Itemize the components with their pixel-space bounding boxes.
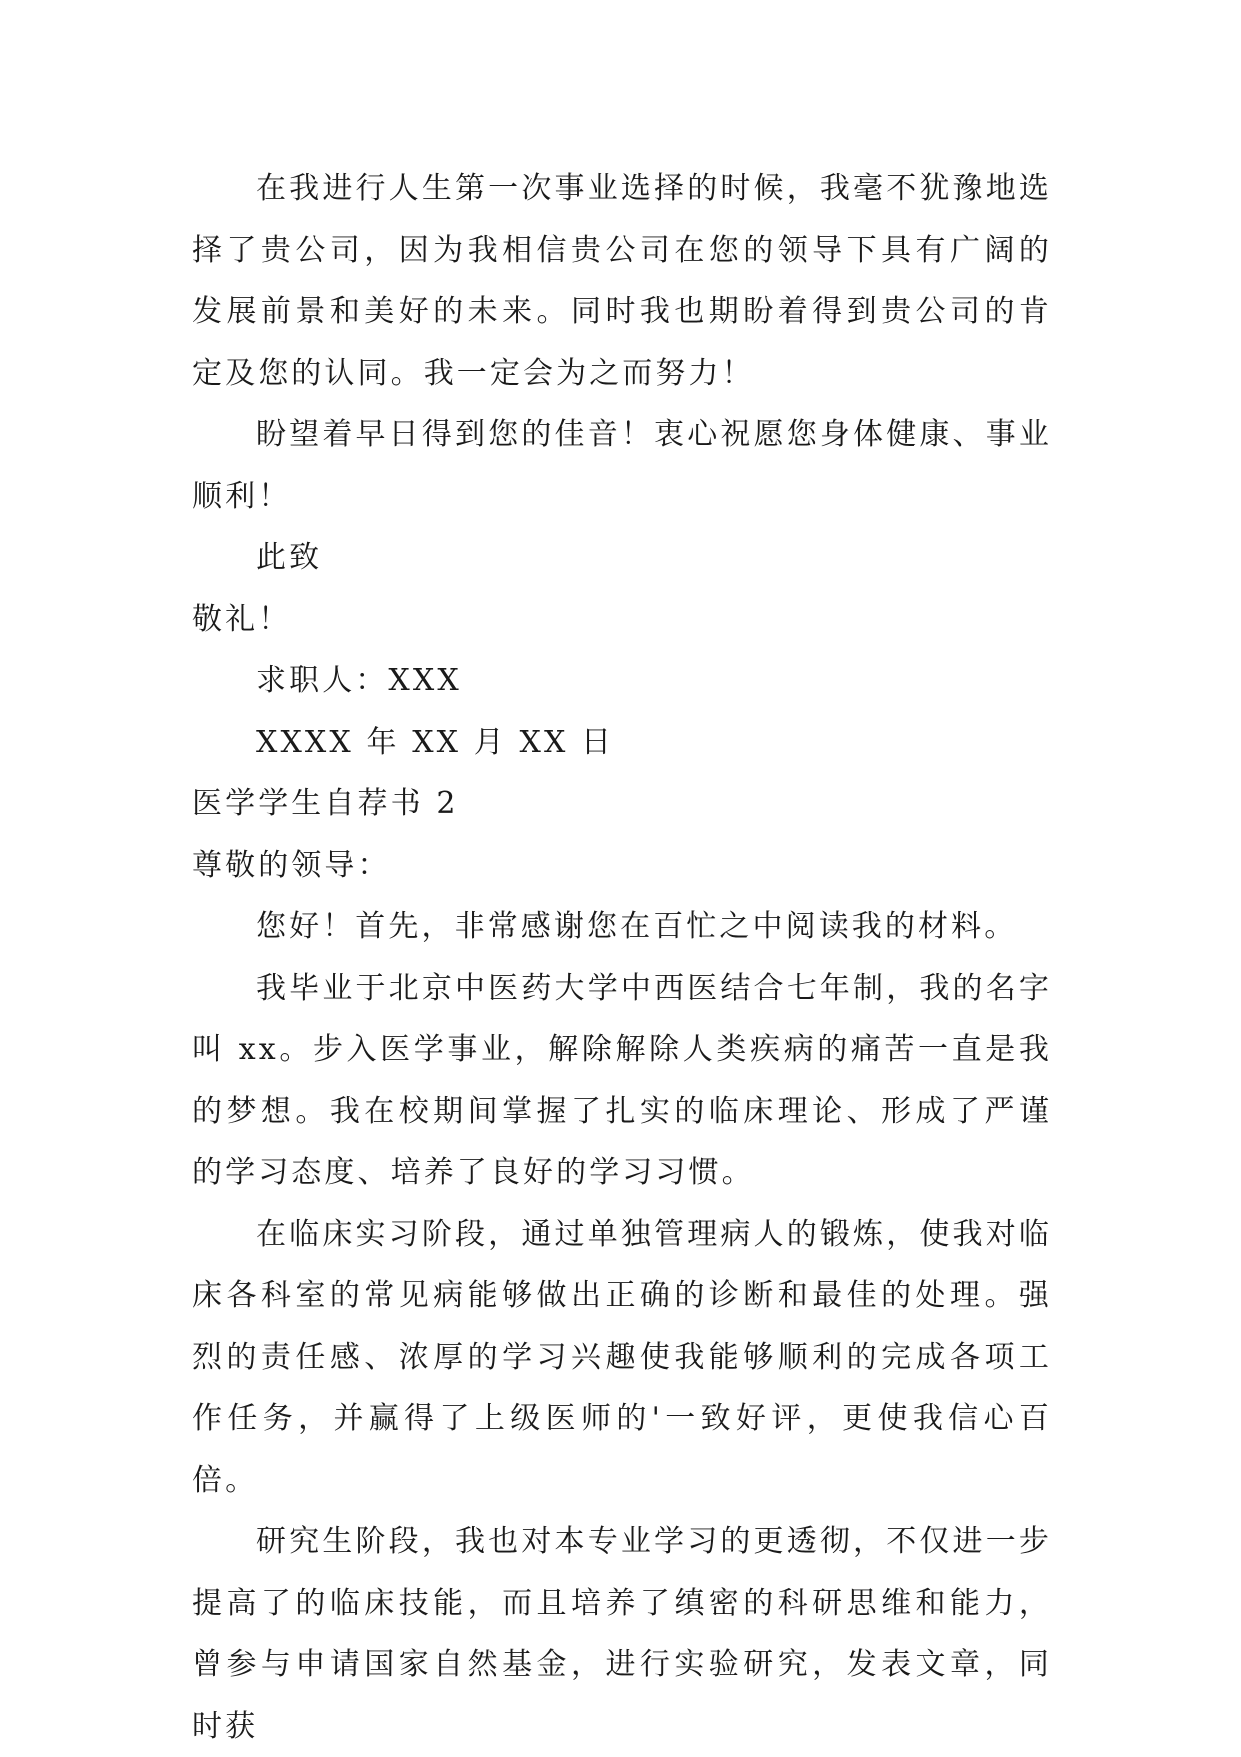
paragraph-graduate-study: 研究生阶段，我也对本专业学习的更透彻，不仅进一步提高了的临床技能，而且培养了缜密的科研思维和能力，曾参与申请国家自然基金，进行实验研究，发表文章，同时获 [192,1524,1052,1744]
section-title: 医学学生自荐书 2 [192,786,459,821]
greeting: 尊敬的领导： [192,847,391,883]
salutation-jingli: 敬礼！ [192,601,292,637]
paragraph-education: 我毕业于北京中医药大学中西医结合七年制，我的名字叫 xx。步入医学事业，解除解除人类疾病的痛苦一直是我的梦想。我在校期间掌握了扎实的临床理论、形成了严谨的学习态度、培养了良好的学习习惯。 [192,970,1052,1190]
paragraph-thanks: 您好！首先，非常感谢您在百忙之中阅读我的材料。 [256,909,1018,944]
signature-applicant: 求职人：XXX [256,663,462,698]
paragraph-career-choice: 在我进行人生第一次事业选择的时候，我毫不犹豫地选择了贵公司，因为我相信贵公司在您的领导下具有广阔的发展前景和美好的未来。同时我也期盼着得到贵公司的肯定及您的认同。我一定会为之而努力！ [192,171,1052,391]
paragraph-clinical-internship: 在临床实习阶段，通过单独管理病人的锻炼，使我对临床各科室的常见病能够做出正确的诊断和最佳的处理。强烈的责任感、浓厚的学习兴趣使我能够顺利的完成各项工作任务，并赢得了上级医师的'一致好评，更使我信心百倍。 [192,1216,1052,1498]
document-body [192,158,1052,1757]
signature-date: XXXX 年 XX 月 XX 日 [256,724,615,760]
paragraph-closing-wishes: 盼望着早日得到您的佳音！衷心祝愿您身体健康、事业顺利！ [192,417,1052,514]
salutation-cizhi: 此致 [256,540,323,575]
